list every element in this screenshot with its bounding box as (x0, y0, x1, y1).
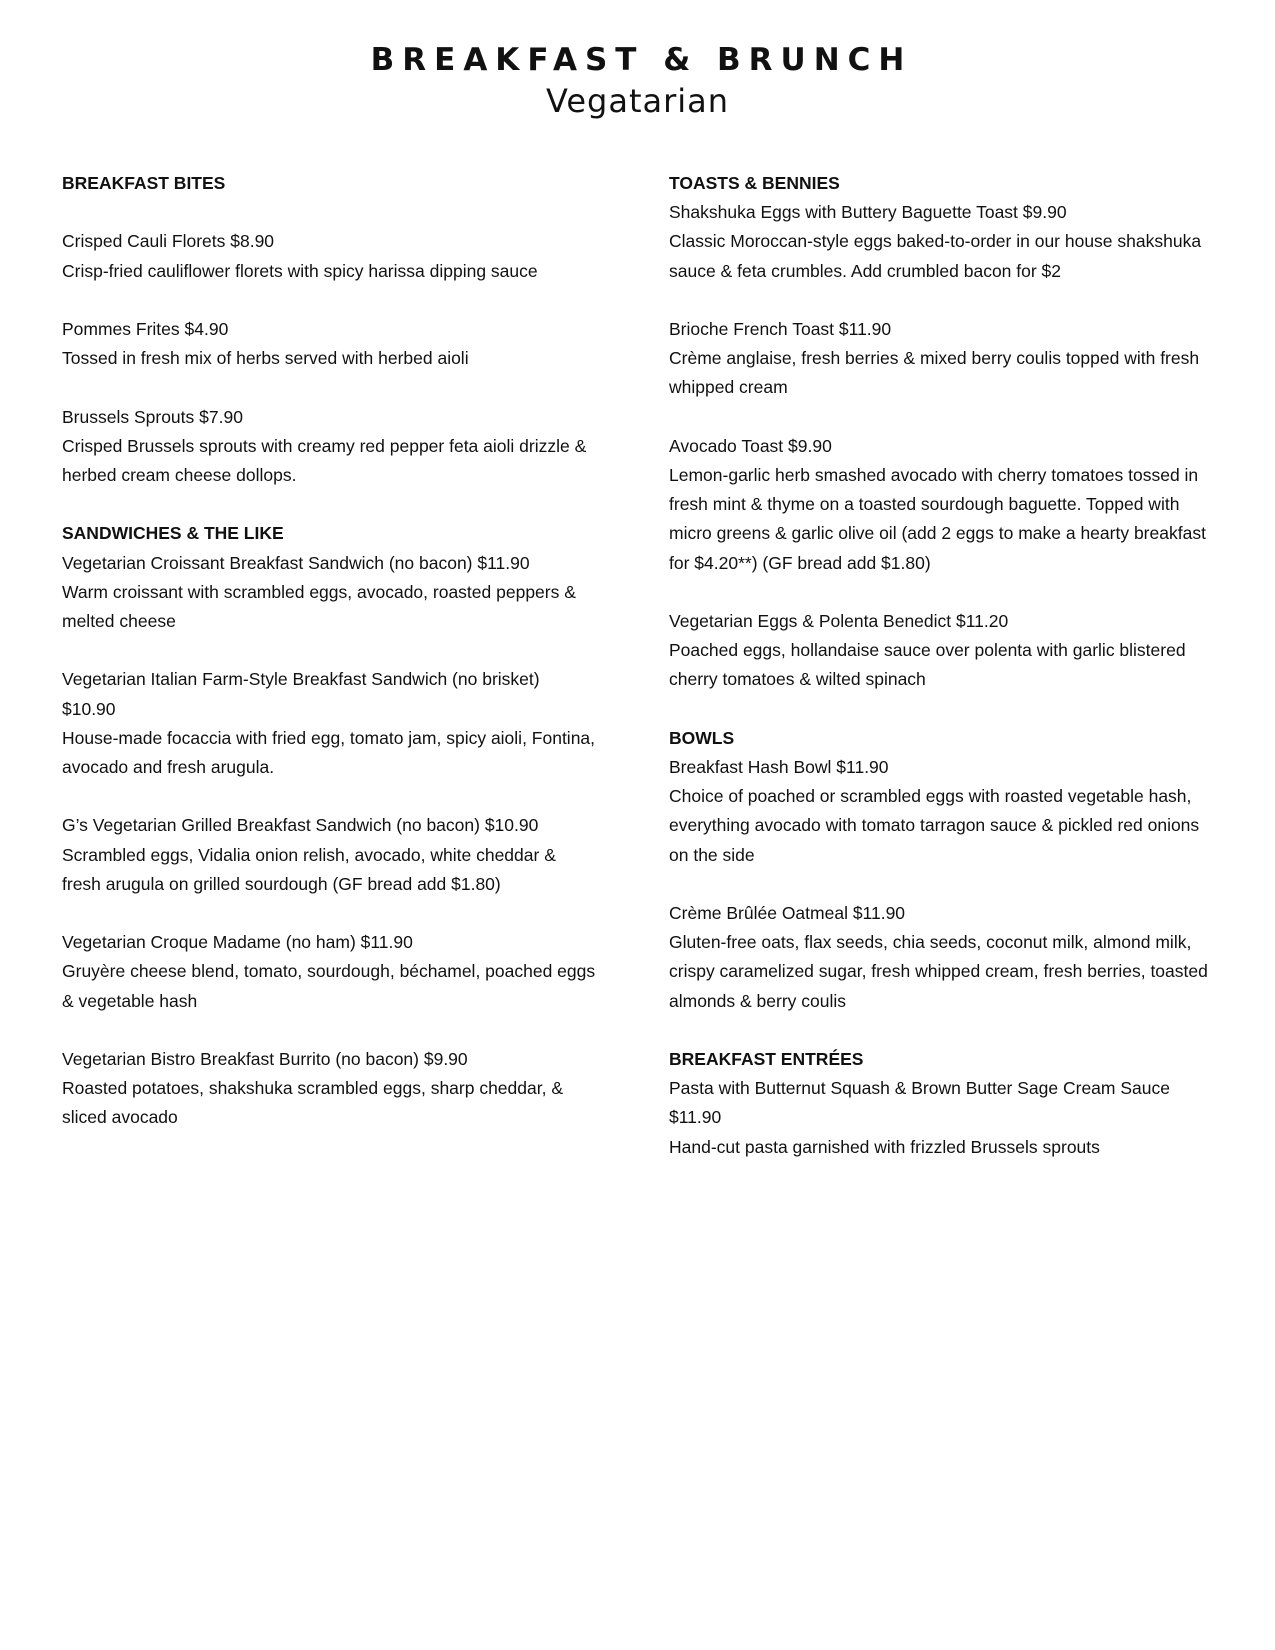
item-description: House-made focaccia with fried egg, tomato jam, spicy aioli, Fontina, avocado and fresh arugula. (62, 727, 596, 777)
section-title: SANDWICHES & THE LIKE (62, 523, 284, 544)
item-name: Breakfast Hash Bowl $11.90 (669, 757, 889, 777)
item-name: Brioche French Toast $11.90 (669, 319, 892, 339)
item-name: Avocado Toast $9.90 (669, 435, 832, 456)
section-breakfast-entrees (669, 1045, 1209, 1162)
menu-item (669, 198, 1209, 286)
menu-item (62, 403, 597, 491)
section-bowls (669, 724, 1209, 1016)
item-description: Crisp-fried cauliflower florets with spicy harissa dipping sauce (62, 260, 538, 281)
section-sandwiches (62, 519, 597, 1132)
menu-item (669, 607, 1209, 695)
item-description: Hand-cut pasta garnished with frizzled Brussels sprouts (669, 1136, 1100, 1157)
section-toasts-bennies (669, 169, 1209, 695)
item-name: Vegetarian Croissant Breakfast Sandwich (no bacon) $11.90 (62, 552, 530, 573)
left-column (62, 169, 597, 1162)
right-column (669, 169, 1209, 1191)
menu-item (62, 315, 597, 373)
item-description: Gluten-free oats, flax seeds, chia seeds, coconut milk, almond milk, crispy caramelized sugar, fresh whipped cream, fresh berries, toasted almonds & berry coulis (669, 932, 1208, 1011)
item-description: Gruyère cheese blend, tomato, sourdough, béchamel, poached eggs & vegetable hash (62, 961, 596, 1011)
section-title: BREAKFAST BITES (62, 173, 226, 193)
item-description: Roasted potatoes, shakshuka scrambled eggs, sharp cheddar, & sliced avocado (62, 1078, 563, 1128)
item-description: Poached eggs, hollandaise sauce over polenta with garlic blistered cherry tomatoes & wilted spinach (669, 640, 1186, 690)
item-description: Lemon-garlic herb smashed avocado with cherry tomatoes tossed in fresh mint & thyme on a toasted sourdough baguette. Topped with micro greens & garlic olive oil (add 2 eggs to make a hearty breakfast for $4.20**) (GF bread add $1.80) (669, 465, 1206, 573)
section-title: BOWLS (669, 727, 735, 748)
menu-item (62, 811, 597, 899)
item-name: Shakshuka Eggs with Buttery Baguette Toast $9.90 (669, 202, 1067, 223)
item-name: G’s Vegetarian Grilled Breakfast Sandwich (no bacon) $10.90 (62, 815, 539, 836)
item-description: Crème anglaise, fresh berries & mixed berry coulis topped with fresh whipped cream (669, 348, 1200, 398)
section-breakfast-bites (62, 169, 597, 490)
item-name: Crème Brûlée Oatmeal $11.90 (669, 903, 906, 923)
item-name: Crisped Cauli Florets $8.90 (62, 231, 275, 252)
item-description: Tossed in fresh mix of herbs served with herbed aioli (62, 348, 469, 369)
item-description: Warm croissant with scrambled eggs, avocado, roasted peppers & melted cheese (62, 581, 576, 631)
item-name: Pommes Frites $4.90 (62, 318, 229, 339)
item-name: Vegetarian Croque Madame (no ham) $11.90 (62, 932, 413, 953)
item-description: Scrambled eggs, Vidalia onion relish, avocado, white cheddar & fresh arugula on grilled sourdough (GF bread add $1.80) (62, 844, 556, 894)
item-name: Brussels Sprouts $7.90 (62, 406, 243, 427)
menu-item (669, 753, 1209, 870)
item-description: Classic Moroccan-style eggs baked-to-order in our house shakshuka sauce & feta crumbles. Add crumbled bacon for $2 (669, 231, 1202, 281)
section-title: TOASTS & BENNIES (669, 173, 840, 193)
item-description: Choice of poached or scrambled eggs with roasted vegetable hash, everything avocado with tomato tarragon sauce & pickled red onions on the side (669, 786, 1200, 865)
page-title: BREAKFAST & BRUNCH (370, 42, 913, 78)
section-title: BREAKFAST ENTRÉES (669, 1049, 864, 1069)
item-description: Crisped Brussels sprouts with creamy red pepper feta aioli drizzle & herbed cream cheese dollops. (62, 435, 587, 485)
menu-item (669, 1074, 1209, 1162)
item-name: Vegetarian Bistro Breakfast Burrito (no bacon) $9.90 (62, 1048, 468, 1069)
menu-item (669, 315, 1209, 403)
menu-item (62, 928, 597, 1016)
menu-item (669, 899, 1209, 1016)
item-name: Vegetarian Eggs & Polenta Benedict $11.20 (669, 611, 1009, 631)
menu-item (62, 227, 597, 285)
menu-item (62, 1045, 597, 1133)
menu-header (0, 40, 1275, 122)
menu-item (62, 549, 597, 637)
item-name: Pasta with Butternut Squash & Brown Butter Sage Cream Sauce $11.90 (669, 1078, 1170, 1128)
menu-item (669, 432, 1209, 578)
page-subtitle: Vegatarian (545, 82, 730, 120)
item-name: Vegetarian Italian Farm-Style Breakfast Sandwich (no brisket) $10.90 (62, 669, 540, 719)
menu-item (62, 665, 597, 782)
